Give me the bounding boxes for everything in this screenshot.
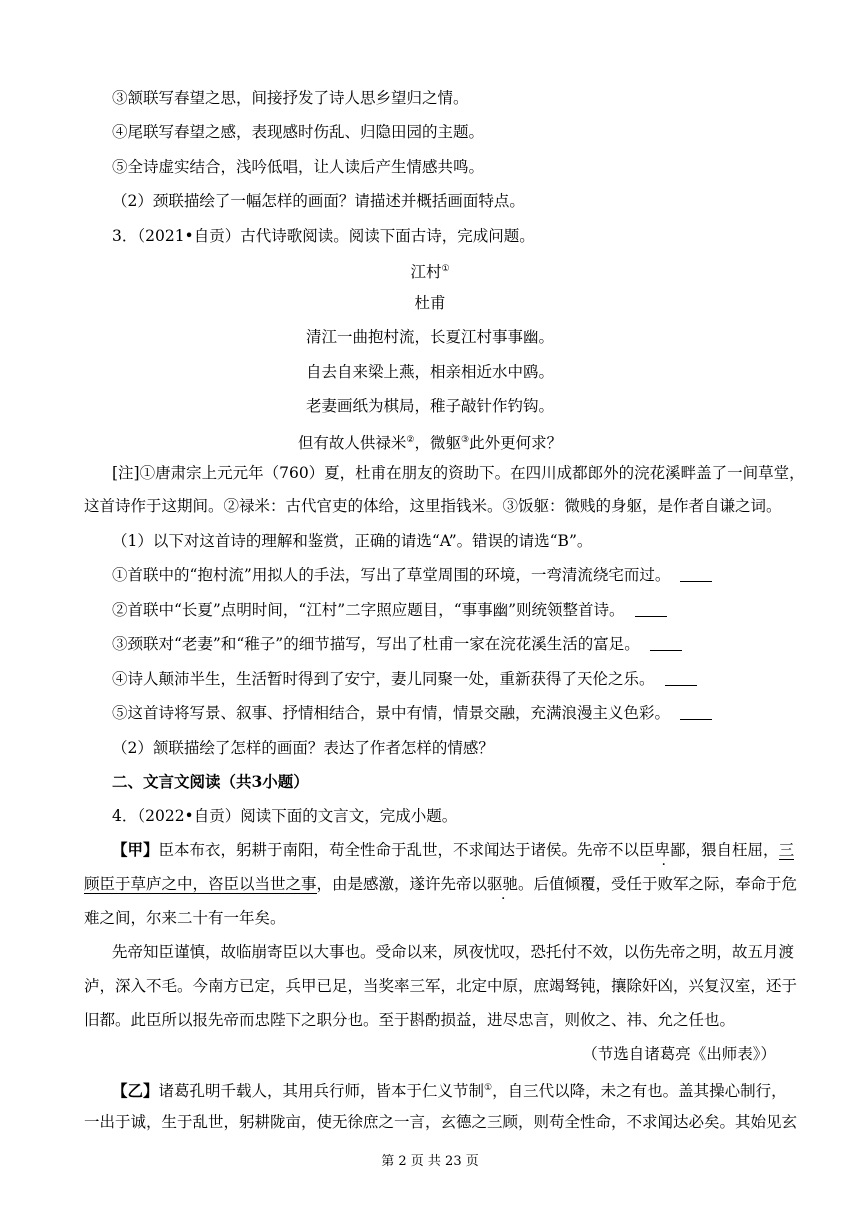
option-item: ⑤这首诗将写景、叙事、抒情相结合，景中有情，情景交融，充满浪漫主义色彩。 bbox=[112, 703, 712, 723]
poem-line: 但有故人供禄米②，微躯③此外更何求？ bbox=[297, 434, 563, 452]
annotation: 这首诗作于这期间。②禄米：古代官吏的体给，这里指钱米。③饭躯：微贱的身躯，是作者自谦之词。 bbox=[84, 497, 782, 515]
option-item: ③颈联对“老妻”和“稚子”的细节描写，写出了杜甫一家在浣花溪生活的富足。 bbox=[112, 634, 682, 654]
question-text: （2）颔联描绘了怎样的画面？表达了作者怎样的情感？ bbox=[112, 739, 494, 757]
annotation: [注]①唐肃宗上元元年（760）夏，杜甫在朋友的资助下。在四川成都郎外的浣花溪畔盖了一间草堂， bbox=[112, 464, 805, 482]
question-text: （2）颈联描绘了一幅怎样的画面？请描述并概括画面特点。 bbox=[112, 192, 525, 210]
answer-blank[interactable] bbox=[680, 567, 712, 582]
passage-line: 【乙】诸葛孔明千载人，其用兵行师，皆本于仁义节制①，自三代以降，未之有也。盖其操心制行， bbox=[112, 1081, 787, 1100]
passage-line: 旧都。此臣所以报先帝而忠陛下之职分也。至于斟酌损益，进尽忠言，则攸之、祎、允之任也。 bbox=[84, 1011, 736, 1029]
question-intro: 3．（2021•自贡）古代诗歌阅读。阅读下面古诗，完成问题。 bbox=[112, 227, 535, 245]
option-item: ⑤全诗虚实结合，浅吟低唱，让人读后产生情感共鸣。 bbox=[112, 158, 485, 176]
option-item: ④尾联写春望之感，表现感时伤乱、归隐田园的主题。 bbox=[112, 123, 485, 141]
poem-title: 江村① bbox=[410, 263, 450, 281]
passage-line: 先帝知臣谨慎，故临崩寄臣以大事也。受命以来，夙夜忧叹，恐托付不效，以伤先帝之明，故五月渡 bbox=[112, 943, 795, 961]
passage-line: 一出于诚，生于乱世，躬耕陇亩，使无徐庶之一言，玄德之三顾，则苟全性命，不求闻达必矣。其始见玄 bbox=[84, 1113, 798, 1131]
passage-line: 【甲】臣本布衣，躬耕于南阳，苟全性命于乱世，不求闻达于诸侯。先帝不以臣卑鄙，猥自枉屈，三 bbox=[112, 840, 795, 859]
section-heading: 二、文言文阅读（共3小题） bbox=[112, 772, 309, 791]
poem-line: 清江一曲抱村流，长夏江村事事幽。 bbox=[305, 328, 554, 346]
poem-line: 老妻画纸为棋局，稚子敲针作钓钩。 bbox=[305, 397, 554, 415]
answer-blank[interactable] bbox=[650, 636, 682, 651]
passage-line: 难之间，尔来二十有一年矣。 bbox=[84, 909, 286, 927]
passage-source: （节选自诸葛亮《出师表》） bbox=[582, 1045, 776, 1063]
option-item: ③颔联写春望之思，间接抒发了诗人思乡望归之情。 bbox=[112, 89, 469, 107]
option-item: ①首联中的“抱村流”用拟人的手法，写出了草堂周围的环境，一弯清流绕宅而过。 bbox=[112, 565, 712, 585]
answer-blank[interactable] bbox=[635, 602, 667, 617]
answer-blank[interactable] bbox=[665, 671, 697, 686]
poem-line: 自去自来梁上燕，相亲相近水中鸥。 bbox=[305, 363, 554, 381]
option-item: ②首联中“长夏”点明时间，“江村”二字照应题目，“事事幽”则统领整首诗。 bbox=[112, 600, 667, 620]
option-item: ④诗人颠沛半生，生活暂时得到了安宁，妻儿同聚一处，重新获得了天伦之乐。 bbox=[112, 669, 697, 689]
passage-line: 顾臣于草庐之中，咨臣以当世之事，由是感激，遂许先帝以驱驰。后值倾覆，受任于败军之际，奉命于危 bbox=[84, 875, 798, 893]
page-footer: 第 2 页 共 23 页 bbox=[381, 1154, 479, 1169]
poem-author: 杜甫 bbox=[414, 294, 446, 312]
question-intro: 4．（2022•自贡）阅读下面的文言文，完成小题。 bbox=[112, 807, 458, 825]
answer-blank[interactable] bbox=[680, 705, 712, 720]
question-text: （1）以下对这首诗的理解和鉴赏，正确的请选“A”。错误的请选“B”。 bbox=[112, 532, 593, 550]
passage-line: 泸，深入不毛。今南方已定，兵甲已足，当奖率三军，北定中原，庶竭驽钝，攘除奸凶，兴复汉室，还于 bbox=[84, 977, 798, 995]
